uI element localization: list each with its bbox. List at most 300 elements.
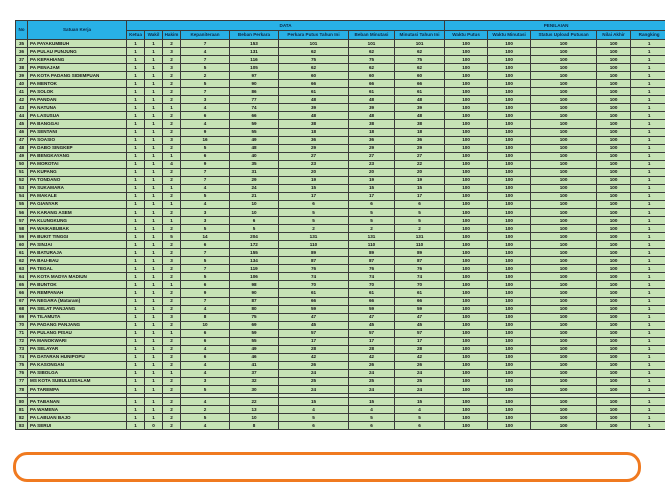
row-cell: 24 xyxy=(279,369,349,377)
row-cell: 100 xyxy=(597,168,631,176)
row-cell: 6 xyxy=(279,422,349,430)
row-cell: 100 xyxy=(488,386,531,394)
row-cell: 22 xyxy=(230,398,279,406)
row-cell: 10 xyxy=(230,414,279,422)
header-penilaian: PENILAIAN xyxy=(445,21,665,31)
row-cell: 1 xyxy=(631,406,665,414)
row-cell: 100 xyxy=(531,353,597,361)
row-cell: 66 xyxy=(395,80,445,88)
row-cell: 155 xyxy=(230,249,279,257)
row-cell: 100 xyxy=(488,88,531,96)
row-cell: 47 xyxy=(395,313,445,321)
row-cell: 2 xyxy=(163,422,181,430)
row-cell: 1 xyxy=(145,398,163,406)
row-satuan-kerja: PA SOASIO xyxy=(28,136,127,144)
row-cell: 1 xyxy=(631,192,665,200)
row-cell: 4 xyxy=(349,406,395,414)
row-cell: 100 xyxy=(488,136,531,144)
row-cell: 1 xyxy=(127,337,145,345)
row-cell: 100 xyxy=(531,176,597,184)
row-cell: 6 xyxy=(181,337,230,345)
row-cell: 1 xyxy=(631,377,665,385)
row-cell: 4 xyxy=(181,184,230,192)
row-cell: 3 xyxy=(163,48,181,56)
row-cell: 28 xyxy=(279,345,349,353)
row-cell: 32 xyxy=(230,377,279,385)
row-cell: 5 xyxy=(279,414,349,422)
row-cell: 31 xyxy=(230,168,279,176)
row-cell: 1 xyxy=(145,56,163,64)
row-cell: 100 xyxy=(445,345,488,353)
row-cell: 1 xyxy=(163,329,181,337)
row-cell: 2 xyxy=(181,406,230,414)
row-cell: 100 xyxy=(488,96,531,104)
row-cell: 131 xyxy=(395,233,445,241)
row-satuan-kerja: PA BANGGAI xyxy=(28,120,127,128)
table-row xyxy=(16,281,665,289)
row-cell: 172 xyxy=(230,241,279,249)
row-cell: 1 xyxy=(127,80,145,88)
row-cell: 70 xyxy=(279,281,349,289)
row-cell: 100 xyxy=(488,56,531,64)
row-cell: 1 xyxy=(127,136,145,144)
table-row xyxy=(16,369,665,377)
row-cell: 17 xyxy=(349,337,395,345)
row-cell: 66 xyxy=(230,112,279,120)
row-cell: 100 xyxy=(531,337,597,345)
row-cell: 38 xyxy=(279,120,349,128)
row-cell: 1 xyxy=(145,40,163,48)
row-cell: 25 xyxy=(279,377,349,385)
row-cell: 100 xyxy=(531,377,597,385)
row-cell: 87 xyxy=(279,257,349,265)
row-cell: 2 xyxy=(181,72,230,80)
row-satuan-kerja: PA TEGAL xyxy=(28,265,127,273)
row-cell: 57 xyxy=(349,329,395,337)
row-no: 59 xyxy=(16,233,28,241)
row-cell: 1 xyxy=(145,353,163,361)
row-satuan-kerja: PA BENGKAYANG xyxy=(28,152,127,160)
row-satuan-kerja: PA SERUI xyxy=(28,422,127,430)
row-cell: 1 xyxy=(163,369,181,377)
row-cell: 2 xyxy=(163,241,181,249)
row-cell: 48 xyxy=(395,112,445,120)
row-cell: 39 xyxy=(395,104,445,112)
row-cell: 62 xyxy=(279,64,349,72)
row-cell: 100 xyxy=(445,64,488,72)
row-no: 40 xyxy=(16,80,28,88)
row-cell: 89 xyxy=(279,249,349,257)
row-satuan-kerja: PA SELAYAR xyxy=(28,345,127,353)
row-cell: 100 xyxy=(597,369,631,377)
row-cell: 1 xyxy=(631,56,665,64)
row-cell: 1 xyxy=(145,265,163,273)
row-cell: 7 xyxy=(181,265,230,273)
row-cell: 74 xyxy=(349,273,395,281)
row-cell: 26 xyxy=(279,361,349,369)
row-cell: 80 xyxy=(230,305,279,313)
table-row xyxy=(16,297,665,305)
row-cell: 9 xyxy=(181,160,230,168)
row-cell: 100 xyxy=(531,273,597,281)
row-cell: 131 xyxy=(230,48,279,56)
row-cell: 100 xyxy=(531,265,597,273)
row-cell: 16 xyxy=(181,136,230,144)
row-cell: 90 xyxy=(230,289,279,297)
row-satuan-kerja: PA TABANAN xyxy=(28,398,127,406)
row-cell: 1 xyxy=(127,353,145,361)
row-cell: 48 xyxy=(279,96,349,104)
row-cell: 1 xyxy=(631,257,665,265)
row-cell: 100 xyxy=(488,422,531,430)
row-satuan-kerja: PA DATARAN HUNIPOPU xyxy=(28,353,127,361)
row-cell: 61 xyxy=(349,289,395,297)
row-cell: 69 xyxy=(230,321,279,329)
row-cell: 1 xyxy=(127,64,145,72)
row-cell: 100 xyxy=(531,249,597,257)
row-cell: 1 xyxy=(145,104,163,112)
table-row xyxy=(16,305,665,313)
row-cell: 1 xyxy=(145,88,163,96)
row-cell: 1 xyxy=(631,422,665,430)
row-cell: 5 xyxy=(230,225,279,233)
row-cell: 100 xyxy=(597,398,631,406)
row-cell: 1 xyxy=(631,398,665,406)
row-cell: 100 xyxy=(597,40,631,48)
row-cell: 76 xyxy=(279,265,349,273)
row-cell: 5 xyxy=(181,225,230,233)
row-cell: 100 xyxy=(445,233,488,241)
row-cell: 59 xyxy=(230,329,279,337)
row-cell: 17 xyxy=(395,192,445,200)
row-no: 45 xyxy=(16,120,28,128)
row-cell: 18 xyxy=(395,128,445,136)
row-cell: 59 xyxy=(395,305,445,313)
row-satuan-kerja: PA WAIKABUBAK xyxy=(28,225,127,233)
table-row xyxy=(16,386,665,394)
row-cell: 106 xyxy=(230,273,279,281)
row-satuan-kerja: PA PENAJAM xyxy=(28,64,127,72)
row-cell: 100 xyxy=(531,406,597,414)
table-row xyxy=(16,104,665,112)
row-cell: 100 xyxy=(488,168,531,176)
table-row xyxy=(16,313,665,321)
row-cell: 2 xyxy=(349,225,395,233)
row-cell: 15 xyxy=(395,184,445,192)
row-cell: 100 xyxy=(488,233,531,241)
row-cell: 1 xyxy=(631,120,665,128)
row-cell: 2 xyxy=(163,249,181,257)
header-ketua: Ketua xyxy=(127,31,145,40)
row-cell: 1 xyxy=(127,241,145,249)
row-satuan-kerja: PA TAREMPA xyxy=(28,386,127,394)
row-no: 76 xyxy=(16,369,28,377)
row-satuan-kerja: PA PULAU PUNJUNG xyxy=(28,48,127,56)
row-cell: 100 xyxy=(597,225,631,233)
row-cell: 2 xyxy=(163,321,181,329)
row-cell: 100 xyxy=(488,40,531,48)
row-cell: 1 xyxy=(631,329,665,337)
row-cell: 2 xyxy=(163,406,181,414)
row-no: 48 xyxy=(16,144,28,152)
row-cell: 100 xyxy=(597,422,631,430)
row-cell: 100 xyxy=(531,233,597,241)
row-satuan-kerja: PA PANDAN xyxy=(28,96,127,104)
row-cell: 1 xyxy=(145,160,163,168)
row-satuan-kerja: PA WAMENA xyxy=(28,406,127,414)
row-cell: 5 xyxy=(181,144,230,152)
row-cell: 100 xyxy=(597,345,631,353)
header-waktu-minutasi: Waktu Minutasi xyxy=(488,31,531,40)
row-cell: 2 xyxy=(163,414,181,422)
row-cell: 1 xyxy=(145,217,163,225)
row-cell: 2 xyxy=(163,80,181,88)
row-cell: 119 xyxy=(230,265,279,273)
row-cell: 1 xyxy=(631,345,665,353)
row-cell: 100 xyxy=(531,398,597,406)
row-cell: 61 xyxy=(395,289,445,297)
row-cell: 1 xyxy=(631,112,665,120)
row-satuan-kerja: PA KARANG ASEM xyxy=(28,208,127,216)
row-cell: 1 xyxy=(145,80,163,88)
row-satuan-kerja: PA BAU-BAU xyxy=(28,257,127,265)
row-cell: 1 xyxy=(145,112,163,120)
row-no: 43 xyxy=(16,104,28,112)
header-beban-minutasi: Beban Minutasi xyxy=(349,31,395,40)
row-cell: 100 xyxy=(488,313,531,321)
table-row xyxy=(16,265,665,273)
table-row xyxy=(16,144,665,152)
row-cell: 29 xyxy=(395,144,445,152)
row-satuan-kerja: PA BUNTOK xyxy=(28,281,127,289)
table-row xyxy=(16,208,665,216)
row-cell: 6 xyxy=(181,329,230,337)
row-cell: 100 xyxy=(488,200,531,208)
row-cell: 100 xyxy=(445,225,488,233)
row-no: 66 xyxy=(16,289,28,297)
row-cell: 131 xyxy=(279,233,349,241)
header-satuan-kerja: Satuan Kerja xyxy=(28,21,127,40)
row-cell: 100 xyxy=(445,305,488,313)
row-cell: 39 xyxy=(279,104,349,112)
row-cell: 100 xyxy=(597,337,631,345)
row-cell: 49 xyxy=(230,136,279,144)
row-cell: 100 xyxy=(531,64,597,72)
row-cell: 1 xyxy=(145,313,163,321)
row-cell: 70 xyxy=(395,281,445,289)
row-cell: 5 xyxy=(349,414,395,422)
row-cell: 47 xyxy=(279,313,349,321)
row-cell: 24 xyxy=(395,369,445,377)
row-cell: 100 xyxy=(445,414,488,422)
header-beban-perkara: Beban Perkara xyxy=(230,31,279,40)
row-cell: 100 xyxy=(445,72,488,80)
row-cell: 1 xyxy=(631,64,665,72)
row-cell: 66 xyxy=(349,80,395,88)
row-cell: 1 xyxy=(631,361,665,369)
row-cell: 60 xyxy=(279,72,349,80)
row-cell: 100 xyxy=(488,289,531,297)
table-row xyxy=(16,257,665,265)
row-cell: 100 xyxy=(597,176,631,184)
table-row xyxy=(16,136,665,144)
table-row xyxy=(16,112,665,120)
row-cell: 100 xyxy=(597,120,631,128)
row-no: 62 xyxy=(16,257,28,265)
row-cell: 1 xyxy=(631,136,665,144)
row-cell: 100 xyxy=(445,208,488,216)
row-cell: 42 xyxy=(279,353,349,361)
table-row xyxy=(16,64,665,72)
row-cell: 59 xyxy=(349,305,395,313)
row-cell: 100 xyxy=(445,386,488,394)
row-cell: 1 xyxy=(127,265,145,273)
row-satuan-kerja: PA MANOKWARI xyxy=(28,337,127,345)
row-cell: 7 xyxy=(181,249,230,257)
row-cell: 100 xyxy=(597,233,631,241)
row-no: 54 xyxy=(16,192,28,200)
row-cell: 1 xyxy=(631,104,665,112)
row-cell: 48 xyxy=(395,96,445,104)
row-cell: 28 xyxy=(395,345,445,353)
row-cell: 100 xyxy=(597,321,631,329)
row-no: 58 xyxy=(16,225,28,233)
row-cell: 100 xyxy=(531,144,597,152)
table-row xyxy=(16,241,665,249)
row-cell: 1 xyxy=(127,345,145,353)
row-cell: 100 xyxy=(488,329,531,337)
row-cell: 26 xyxy=(395,361,445,369)
row-cell: 1 xyxy=(145,361,163,369)
row-cell: 20 xyxy=(279,168,349,176)
row-cell: 100 xyxy=(597,361,631,369)
row-satuan-kerja: PA BATURAJA xyxy=(28,249,127,257)
row-cell: 100 xyxy=(445,217,488,225)
row-cell: 57 xyxy=(279,329,349,337)
row-cell: 100 xyxy=(531,386,597,394)
row-cell: 100 xyxy=(597,406,631,414)
row-cell: 6 xyxy=(181,112,230,120)
row-satuan-kerja: PA SENTANI xyxy=(28,128,127,136)
row-cell: 100 xyxy=(597,192,631,200)
row-cell: 101 xyxy=(395,40,445,48)
row-cell: 30 xyxy=(230,386,279,394)
row-cell: 1 xyxy=(631,200,665,208)
row-cell: 1 xyxy=(631,88,665,96)
row-cell: 1 xyxy=(631,233,665,241)
row-cell: 2 xyxy=(163,361,181,369)
row-cell: 10 xyxy=(181,321,230,329)
row-no: 38 xyxy=(16,64,28,72)
row-cell: 100 xyxy=(445,168,488,176)
row-satuan-kerja: PA TILAMUTA xyxy=(28,313,127,321)
row-cell: 29 xyxy=(349,144,395,152)
row-cell: 47 xyxy=(349,313,395,321)
row-cell: 100 xyxy=(488,128,531,136)
row-no: 56 xyxy=(16,208,28,216)
row-cell: 1 xyxy=(145,281,163,289)
row-satuan-kerja: PA TONDANO xyxy=(28,176,127,184)
row-cell: 1 xyxy=(127,257,145,265)
row-cell: 134 xyxy=(230,257,279,265)
row-cell: 5 xyxy=(279,217,349,225)
row-cell: 2 xyxy=(163,120,181,128)
row-satuan-kerja: PA MENTOK xyxy=(28,80,127,88)
row-cell: 48 xyxy=(349,112,395,120)
row-cell: 1 xyxy=(163,152,181,160)
row-cell: 6 xyxy=(181,152,230,160)
row-cell: 1 xyxy=(145,120,163,128)
row-no: 64 xyxy=(16,273,28,281)
row-cell: 1 xyxy=(127,414,145,422)
row-cell: 100 xyxy=(597,136,631,144)
row-cell: 100 xyxy=(531,361,597,369)
row-cell: 1 xyxy=(145,152,163,160)
row-cell: 66 xyxy=(279,297,349,305)
row-cell: 100 xyxy=(531,136,597,144)
row-cell: 100 xyxy=(488,321,531,329)
row-cell: 100 xyxy=(597,217,631,225)
row-satuan-kerja: PA BUKIT TINGGI xyxy=(28,233,127,241)
row-cell: 87 xyxy=(395,257,445,265)
row-cell: 5 xyxy=(395,208,445,216)
row-cell: 1 xyxy=(127,128,145,136)
row-cell: 1 xyxy=(127,386,145,394)
row-cell: 2 xyxy=(163,273,181,281)
row-cell: 100 xyxy=(445,152,488,160)
row-cell: 100 xyxy=(488,281,531,289)
row-cell: 87 xyxy=(230,297,279,305)
row-cell: 100 xyxy=(531,168,597,176)
row-cell: 1 xyxy=(127,192,145,200)
row-cell: 100 xyxy=(531,297,597,305)
row-cell: 1 xyxy=(631,152,665,160)
row-cell: 100 xyxy=(445,112,488,120)
row-cell: 100 xyxy=(445,200,488,208)
row-cell: 74 xyxy=(279,273,349,281)
row-cell: 100 xyxy=(445,249,488,257)
row-cell: 25 xyxy=(395,377,445,385)
row-cell: 1 xyxy=(145,184,163,192)
row-cell: 70 xyxy=(349,281,395,289)
row-cell: 2 xyxy=(163,345,181,353)
row-no: 39 xyxy=(16,72,28,80)
row-cell: 5 xyxy=(349,217,395,225)
row-cell: 2 xyxy=(163,377,181,385)
row-cell: 100 xyxy=(531,241,597,249)
row-cell: 100 xyxy=(597,184,631,192)
row-cell: 100 xyxy=(531,48,597,56)
row-cell: 131 xyxy=(349,233,395,241)
header-no: No xyxy=(16,21,28,40)
row-cell: 100 xyxy=(488,80,531,88)
row-cell: 17 xyxy=(395,337,445,345)
row-cell: 1 xyxy=(127,361,145,369)
row-no: 55 xyxy=(16,200,28,208)
row-cell: 1 xyxy=(145,72,163,80)
row-cell: 100 xyxy=(488,152,531,160)
row-cell: 100 xyxy=(597,273,631,281)
row-cell: 5 xyxy=(181,80,230,88)
row-cell: 1 xyxy=(145,249,163,257)
row-satuan-kerja: PA PADANG PANJANG xyxy=(28,321,127,329)
row-cell: 100 xyxy=(488,398,531,406)
row-cell: 100 xyxy=(488,48,531,56)
row-cell: 2 xyxy=(163,289,181,297)
row-satuan-kerja: PA PULANG PISAU xyxy=(28,329,127,337)
row-satuan-kerja: PA KOTA MADYA MADIUN xyxy=(28,273,127,281)
row-cell: 6 xyxy=(395,422,445,430)
